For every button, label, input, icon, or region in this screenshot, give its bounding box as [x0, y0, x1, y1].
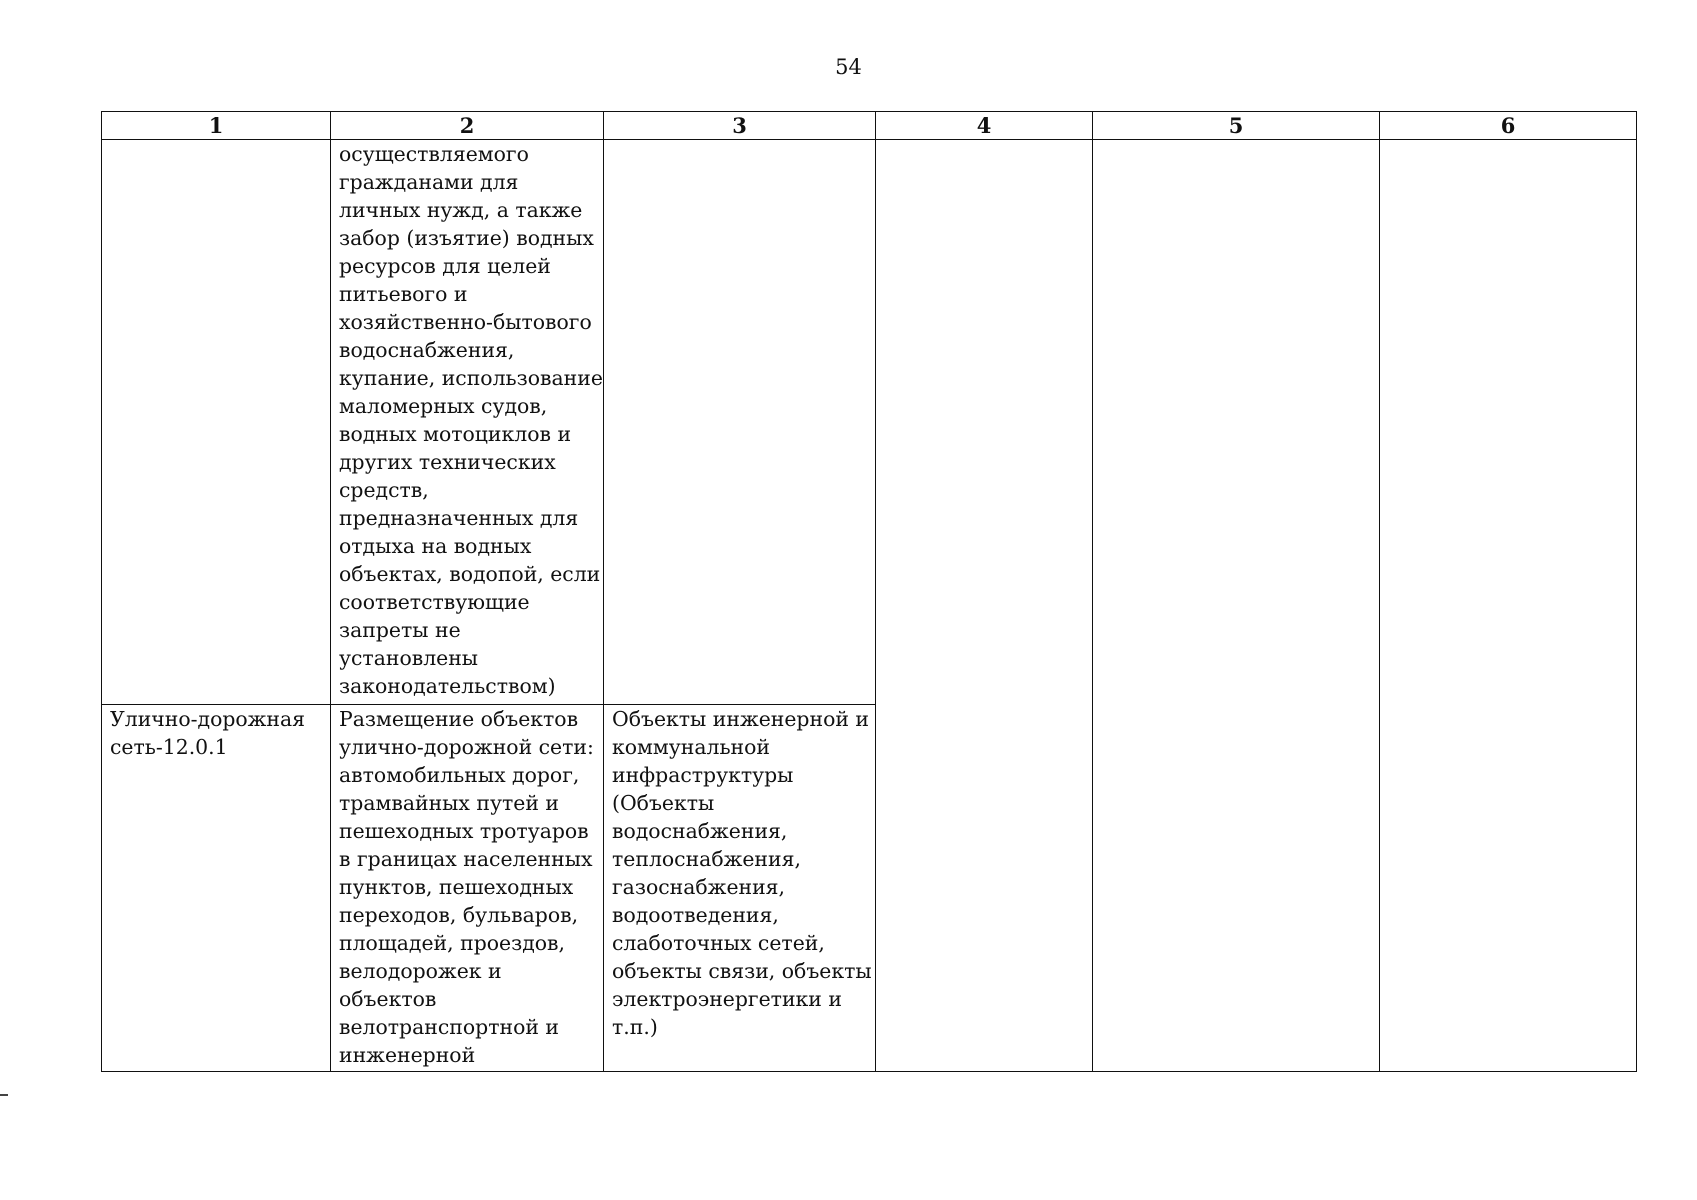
cell-text-line: т.п.): [612, 1014, 658, 1039]
land-use-table: [101, 111, 1637, 1072]
cell-text-line: предназначенных для: [339, 506, 579, 530]
cell-permitted-objects: [604, 140, 876, 705]
cell-text-line: пешеходных тротуаров: [339, 818, 589, 843]
cell-text-line: хозяйственно-бытового: [339, 310, 592, 334]
cell-text-line: автомобильных дорог,: [339, 762, 580, 787]
cell-land-use-type: [102, 140, 331, 705]
cell-text-line: законодательством): [339, 674, 556, 698]
cell-text-line: объекты связи, объекты: [612, 958, 872, 983]
cell-text-line: ресурсов для целей: [339, 254, 551, 278]
cell-text-line: инфраструктуры: [612, 762, 794, 787]
cell-text-line: трамвайных путей и: [339, 790, 559, 815]
cell-text-line: объектов: [339, 986, 437, 1011]
cell-text-line: улично-дорожной сети:: [339, 734, 594, 759]
cell-text-line: переходов, бульваров,: [339, 902, 579, 927]
margin-mark: [0, 1094, 8, 1096]
cell-text-line: водных мотоциклов и: [339, 422, 572, 446]
cell-text-line: отдыха на водных: [339, 534, 532, 558]
table-row: [102, 140, 1637, 705]
cell-text-line: электроэнергетики и: [612, 986, 842, 1011]
cell-text-line: установлены: [339, 646, 479, 670]
cell-text-line: пунктов, пешеходных: [339, 874, 574, 899]
cell-description: [331, 704, 604, 1071]
column-header-4: 4: [876, 112, 1093, 140]
cell-text-line: средств,: [339, 478, 429, 502]
cell-text-line: забор (изъятие) водных: [339, 226, 594, 250]
cell-text-line: соответствующие: [339, 590, 530, 614]
cell-text-line: коммунальной: [612, 734, 770, 759]
cell-text-line: в границах населенных: [339, 846, 593, 871]
cell-text-line: осуществляемого: [339, 142, 529, 166]
cell-text-line: питьевого и: [339, 282, 468, 306]
cell-land-use-type: [102, 704, 331, 1071]
cell-text-line: (Объекты: [612, 790, 715, 815]
column-header-5: 5: [1093, 112, 1380, 140]
page-number: 54: [835, 55, 862, 79]
cell-column-5: [1093, 140, 1380, 1072]
cell-text-line: велотранспортной и: [339, 1014, 560, 1039]
cell-permitted-objects: [604, 704, 876, 1071]
cell-text-line: гражданами для: [339, 170, 519, 194]
cell-text-line: площадей, проездов,: [339, 930, 566, 955]
header-row: [102, 112, 1637, 140]
cell-text-line: велодорожек и: [339, 958, 502, 983]
cell-column-6: [1380, 140, 1637, 1072]
cell-text-line: водоснабжения,: [339, 338, 515, 362]
cell-text-line: водоснабжения,: [612, 818, 788, 843]
cell-text-line: запреты не: [339, 618, 461, 642]
column-header-1: 1: [102, 112, 331, 140]
column-header-6: 6: [1380, 112, 1637, 140]
cell-text-line: Размещение объектов: [339, 706, 579, 731]
cell-description: [331, 140, 604, 705]
cell-text-line: слаботочных сетей,: [612, 930, 825, 955]
cell-text-line: личных нужд, а также: [339, 198, 583, 222]
cell-text-line: Объекты инженерной и: [612, 706, 870, 731]
cell-column-4: [876, 140, 1093, 1072]
cell-text-line: газоснабжения,: [612, 874, 786, 899]
cell-text-line: других технических: [339, 450, 556, 474]
cell-text-line: маломерных судов,: [339, 394, 548, 418]
cell-text-line: купание, использование: [339, 366, 603, 390]
cell-text-line: Улично-дорожная: [110, 706, 306, 731]
column-header-3: 3: [604, 112, 876, 140]
column-header-2: 2: [331, 112, 604, 140]
cell-text-line: теплоснабжения,: [612, 846, 801, 871]
cell-text-line: водоотведения,: [612, 902, 779, 927]
cell-text-line: инженерной: [339, 1042, 476, 1067]
cell-text-line: сеть-12.0.1: [110, 734, 228, 759]
cell-text-line: объектах, водопой, если: [339, 562, 601, 586]
